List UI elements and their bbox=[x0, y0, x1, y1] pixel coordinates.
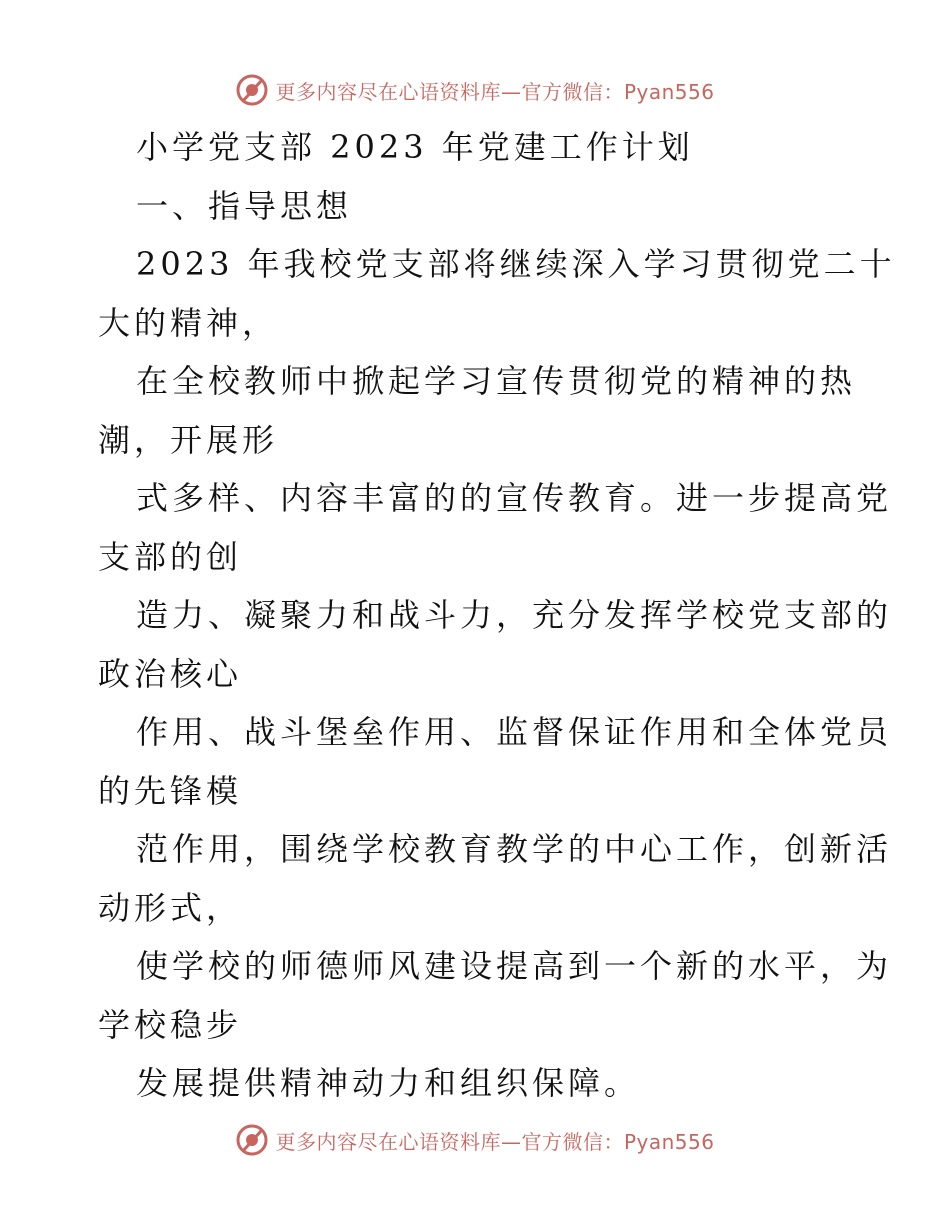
footer-watermark bbox=[0, 1120, 950, 1160]
paragraph-line: 使学校的师德师风建设提高到一个新的水平，为 bbox=[136, 947, 893, 985]
section-heading: 一、指导思想 bbox=[136, 186, 353, 225]
document-body bbox=[98, 118, 896, 1113]
paragraph-line: 范作用，围绕学校教育教学的中心工作，创新活 bbox=[136, 830, 893, 868]
watermark-text: 更多内容尽在心语资料库—官方微信：Pyan556 bbox=[275, 1129, 715, 1154]
paragraph-line: 政治核心 bbox=[98, 654, 243, 693]
header-watermark bbox=[0, 70, 950, 110]
paragraph-line: 2023 年我校党支部将继续深入学习贯彻党二十 bbox=[136, 245, 896, 283]
paragraph-line: 在全校教师中掀起学习宣传贯彻党的精神的热 bbox=[136, 362, 857, 400]
paragraph-line: 潮，开展形 bbox=[98, 420, 279, 459]
brand-logo-icon bbox=[235, 73, 269, 107]
paragraph-line: 学校稳步 bbox=[98, 1005, 243, 1044]
paragraph-line: 动形式， bbox=[98, 888, 243, 927]
paragraph-line: 造力、凝聚力和战斗力，充分发挥学校党支部的 bbox=[136, 596, 893, 634]
document-title: 小学党支部 2023 年党建工作计划 bbox=[136, 128, 694, 166]
paragraph-line: 作用、战斗堡垒作用、监督保证作用和全体党员 bbox=[136, 713, 893, 751]
paragraph-line: 发展提供精神动力和组织保障。 bbox=[136, 1064, 641, 1102]
watermark-text: 更多内容尽在心语资料库—官方微信：Pyan556 bbox=[275, 79, 715, 104]
paragraph-line: 支部的创 bbox=[98, 537, 243, 576]
paragraph-line: 大的精神， bbox=[98, 303, 279, 342]
paragraph-line: 的先锋模 bbox=[98, 771, 243, 810]
brand-logo-icon bbox=[235, 1123, 269, 1157]
paragraph-line: 式多样、内容丰富的的宣传教育。进一步提高党 bbox=[136, 479, 893, 517]
